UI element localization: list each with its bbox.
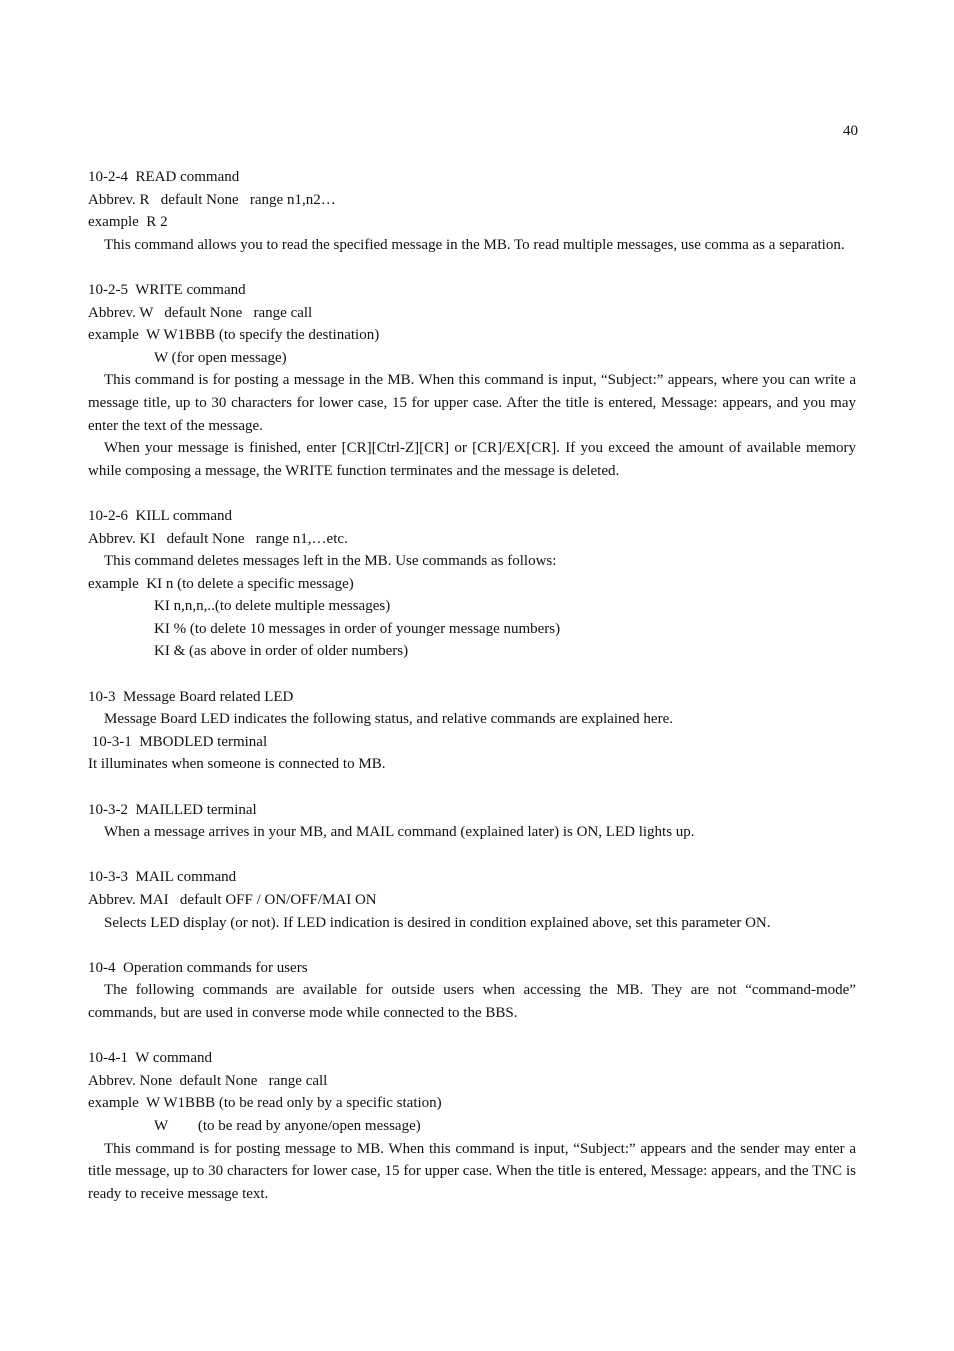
section-heading: 10-3 Message Board related LED: [88, 688, 294, 705]
section-heading: 10-2-6 KILL command: [88, 507, 232, 524]
example-line: KI % (to delete 10 messages in order of younger message numbers): [154, 620, 561, 637]
mailled-terminal-section: [88, 799, 856, 844]
example-line: KI n,n,n,..(to delete multiple messages): [154, 598, 391, 615]
write-command-section: [88, 279, 856, 482]
section-heading: 10-4-1 W command: [88, 1050, 213, 1067]
example-line: W (to be read by anyone/open message): [154, 1117, 421, 1134]
section-heading: 10-3-2 MAILLED terminal: [88, 801, 257, 818]
w-command-section: [88, 1047, 856, 1205]
subsection-heading: 10-3-1 MBODLED terminal: [88, 733, 268, 750]
section-heading: 10-2-5 WRITE command: [88, 281, 246, 298]
user-commands-section: [88, 957, 856, 1025]
document-body: [88, 166, 856, 1205]
example-line: example W W1BBB (to specify the destination): [88, 327, 380, 344]
abbrev-line: Abbrev. KI default None range n1,…etc.: [88, 530, 348, 547]
mail-command-section: [88, 866, 856, 934]
paragraph: It illuminates when someone is connected to MB.: [88, 756, 386, 773]
abbrev-line: Abbrev. None default None range call: [88, 1072, 328, 1089]
read-command-section: [88, 166, 856, 256]
paragraph: This command allows you to read the specified message in the MB. To read multiple messages, use comma as a separation.: [104, 236, 845, 253]
example-line: example W W1BBB (to be read only by a specific station): [88, 1095, 442, 1112]
paragraph: Selects LED display (or not). If LED indication is desired in condition explained above, set this parameter ON.: [104, 914, 771, 931]
example-line: example R 2: [88, 214, 168, 231]
kill-command-section: [88, 505, 856, 663]
example-line: KI & (as above in order of older numbers): [154, 643, 409, 660]
paragraph: This command is for posting a message in the MB. When this command is input, “Subject:” appears, where you can write a message title, up to 30 characters for lower case, 15 for upper case. After the title is entered, Message: appears, and you may enter the text of the message.: [88, 372, 856, 434]
message-board-led-section: [88, 686, 856, 776]
abbrev-line: Abbrev. W default None range call: [88, 304, 313, 321]
example-line: W (for open message): [154, 349, 287, 366]
section-heading: 10-4 Operation commands for users: [88, 959, 308, 976]
paragraph: This command is for posting message to MB. When this command is input, “Subject:” appears and the sender may enter a title message, up to 30 characters for lower case, 15 for upper case. When the title is entered, Message: appears, and the TNC is ready to receive message text.: [88, 1140, 856, 1202]
example-line: example KI n (to delete a specific message): [88, 575, 354, 592]
abbrev-line: Abbrev. R default None range n1,n2…: [88, 191, 336, 208]
paragraph: This command deletes messages left in the MB. Use commands as follows:: [104, 553, 557, 570]
abbrev-line: Abbrev. MAI default OFF / ON/OFF/MAI ON: [88, 892, 377, 908]
paragraph: Message Board LED indicates the following status, and relative commands are explained here.: [104, 711, 673, 728]
page-number: 40: [843, 123, 858, 139]
paragraph: When your message is finished, enter [CR][Ctrl-Z][CR] or [CR]/EX[CR]. If you exceed the amount of available memory while composing a message, the WRITE function terminates and the message is deleted.: [88, 440, 856, 479]
section-heading: 10-3-3 MAIL command: [88, 869, 237, 886]
paragraph: When a message arrives in your MB, and MAIL command (explained later) is ON, LED lights up.: [104, 824, 695, 841]
paragraph: The following commands are available for outside users when accessing the MB. They are not “command-mode” commands, but are used in converse mode while connected to the BBS.: [88, 982, 856, 1021]
section-heading: 10-2-4 READ command: [88, 169, 240, 185]
